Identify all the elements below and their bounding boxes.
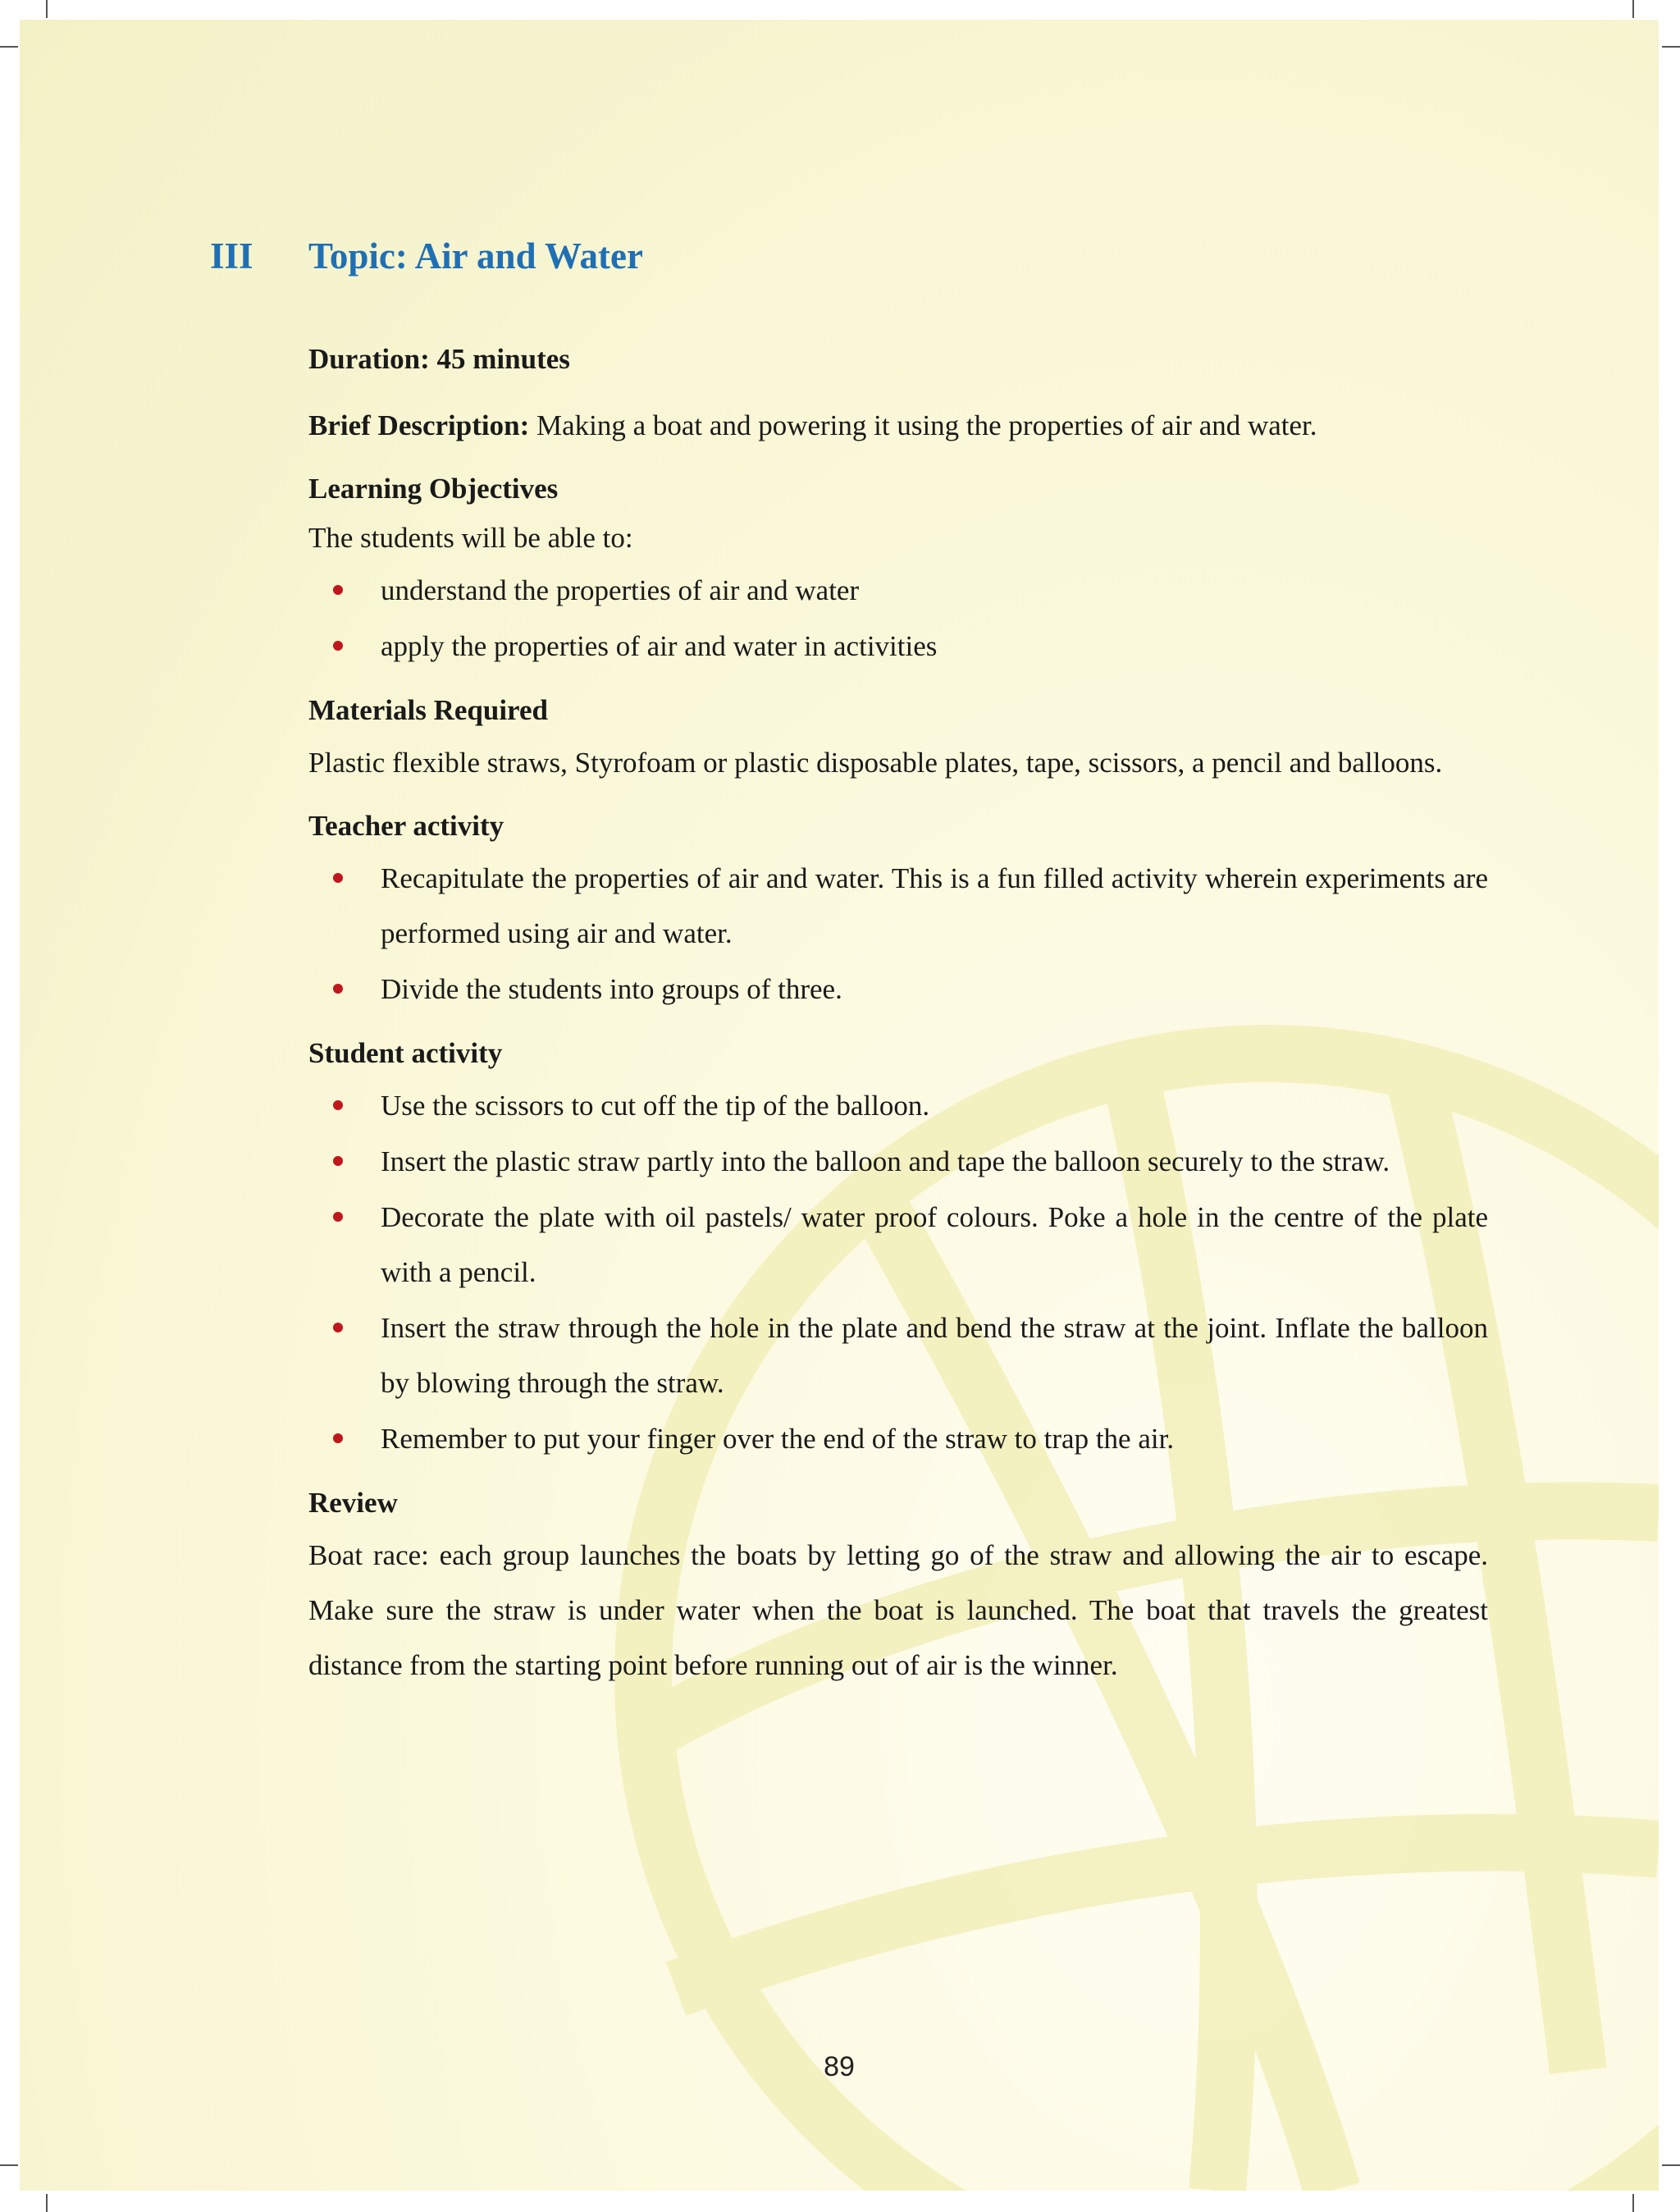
list-item: Recapitulate the properties of air and water. This is a fun filled activity wherein experiments are performed using air and water. [308, 851, 1488, 961]
brief-description-label: Brief Description: [308, 409, 530, 441]
learning-objectives-heading: Learning Objectives [308, 473, 559, 505]
bullet-icon [333, 1156, 343, 1166]
crop-mark [1662, 46, 1680, 48]
bullet-icon [333, 585, 343, 595]
list-item: Insert the straw through the hole in the plate and bend the straw at the joint. Inflate the balloon by blowing through the straw. [308, 1300, 1488, 1410]
list-item: understand the properties of air and water [308, 563, 1488, 618]
teacher-activity-heading: Teacher activity [308, 810, 504, 842]
review-text: Boat race: each group launches the boats by letting go of the straw and allowing the air to escape. Make sure the straw is under water when the boat is launched. The boat that travels the greatest distance from the starting point before running out of air is the winner. [308, 1539, 1488, 1681]
list-item: Remember to put your finger over the end of the straw to trap the air. [308, 1411, 1488, 1466]
review-heading: Review [308, 1487, 398, 1519]
list-item: Decorate the plate with oil pastels/ water proof colours. Poke a hole in the centre of the plate with a pencil. [308, 1190, 1488, 1300]
crop-mark [1662, 2164, 1680, 2166]
bullet-icon [333, 1100, 343, 1110]
document-page [20, 20, 1659, 2191]
crop-mark [46, 0, 48, 18]
bullet-icon [333, 1433, 343, 1443]
list-item: Insert the plastic straw partly into the balloon and tape the balloon securely to the straw. [308, 1134, 1488, 1189]
bullet-icon [333, 1212, 343, 1222]
brief-description-text: Making a boat and powering it using the properties of air and water. [536, 409, 1317, 441]
materials-heading: Materials Required [308, 694, 548, 726]
bullet-icon [333, 641, 343, 651]
list-item: Divide the students into groups of three. [308, 962, 1488, 1017]
bullet-icon [333, 1323, 343, 1332]
list-item: apply the properties of air and water in activities [308, 619, 1488, 674]
student-activity-heading: Student activity [308, 1037, 503, 1069]
teacher-activity-list [308, 851, 1488, 1017]
lesson-body [308, 331, 1488, 1693]
crop-mark [46, 2194, 48, 2212]
page-number: 89 [824, 2051, 855, 2082]
topic-title: Topic: Air and Water [308, 235, 643, 276]
duration-label: Duration: [308, 343, 430, 375]
crop-mark [1632, 2194, 1634, 2212]
section-number: III [210, 235, 253, 276]
student-activity-list [308, 1078, 1488, 1466]
materials-text: Plastic flexible straws, Styrofoam or plastic disposable plates, tape, scissors, a pencil and balloons. [308, 747, 1443, 779]
crop-mark [0, 46, 18, 48]
list-item: Use the scissors to cut off the tip of the balloon. [308, 1078, 1488, 1133]
duration-line [308, 331, 1488, 386]
bullet-icon [333, 873, 343, 883]
duration-value: 45 minutes [436, 343, 570, 375]
learning-objectives-list [308, 563, 1488, 674]
crop-mark [0, 2164, 18, 2166]
brief-description [308, 398, 1488, 453]
crop-mark [1632, 0, 1634, 18]
learning-objectives-intro: The students will be able to: [308, 522, 633, 554]
bullet-icon [333, 984, 343, 994]
